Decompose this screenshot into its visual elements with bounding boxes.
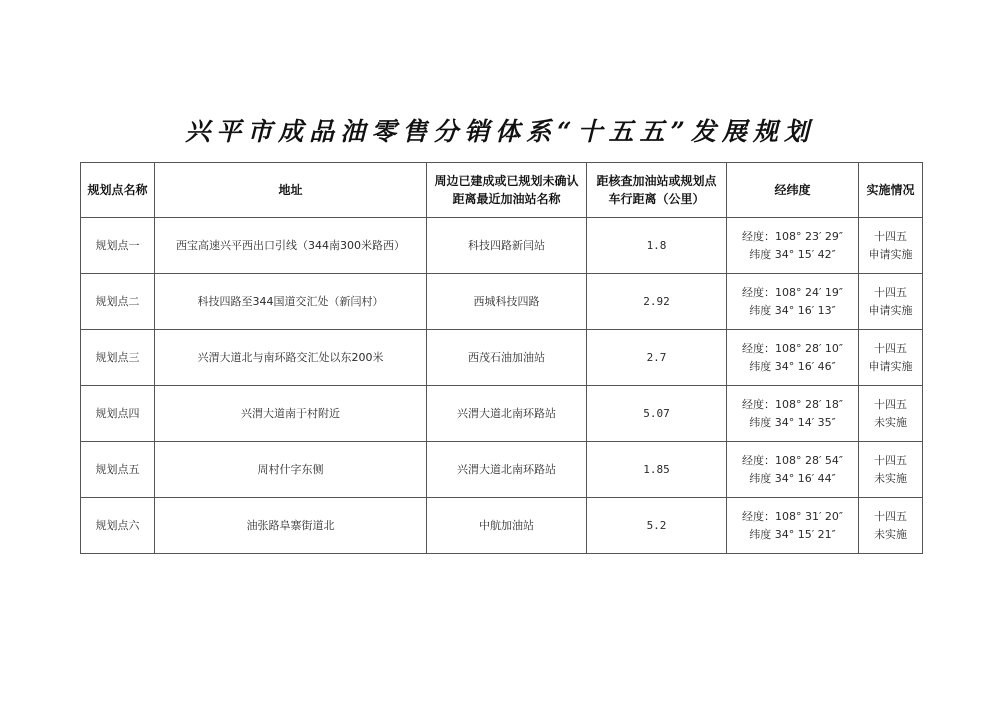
cell-status-state: 申请实施 — [868, 247, 913, 261]
cell-status — [859, 218, 923, 274]
cell-name: 规划点六 — [81, 498, 155, 554]
table-row — [81, 386, 923, 442]
cell-nearest-station: 中航加油站 — [427, 498, 587, 554]
cell-nearest-station: 兴渭大道北南环路站 — [427, 442, 587, 498]
cell-longitude: 经度：108° 24′ 19″ — [741, 285, 844, 299]
header-nearest-line-1: 周边已建成或已规划未确认 — [434, 174, 579, 188]
cell-distance: 2.92 — [587, 274, 727, 330]
cell-coordinates — [727, 442, 859, 498]
cell-status-plan: 十四五 — [874, 341, 907, 355]
cell-coordinates — [727, 386, 859, 442]
cell-latitude: 纬度 34° 16′ 46″ — [749, 359, 836, 373]
cell-latitude: 纬度 34° 16′ 44″ — [749, 471, 836, 485]
table-row — [81, 218, 923, 274]
cell-distance: 5.2 — [587, 498, 727, 554]
header-name: 规划点名称 — [81, 163, 155, 218]
cell-address: 周村什字东侧 — [155, 442, 427, 498]
header-distance-line-2: 车行距离（公里） — [608, 192, 705, 206]
cell-distance: 2.7 — [587, 330, 727, 386]
cell-status-state: 未实施 — [874, 415, 907, 429]
cell-status-plan: 十四五 — [874, 229, 907, 243]
cell-status — [859, 386, 923, 442]
cell-status-plan: 十四五 — [874, 285, 907, 299]
cell-longitude: 经度：108° 28′ 10″ — [741, 341, 844, 355]
cell-address: 兴渭大道南于村附近 — [155, 386, 427, 442]
planning-table — [80, 162, 923, 554]
cell-status-state: 未实施 — [874, 471, 907, 485]
cell-status — [859, 498, 923, 554]
table-row — [81, 442, 923, 498]
cell-distance: 1.85 — [587, 442, 727, 498]
cell-latitude: 纬度 34° 15′ 21″ — [749, 527, 836, 541]
cell-status — [859, 442, 923, 498]
cell-longitude: 经度：108° 28′ 18″ — [741, 397, 844, 411]
cell-latitude: 纬度 34° 14′ 35″ — [749, 415, 836, 429]
cell-status-plan: 十四五 — [874, 453, 907, 467]
cell-status-plan: 十四五 — [874, 509, 907, 523]
header-distance — [587, 163, 727, 218]
cell-status-state: 申请实施 — [868, 359, 913, 373]
cell-name: 规划点四 — [81, 386, 155, 442]
cell-status — [859, 274, 923, 330]
header-address: 地址 — [155, 163, 427, 218]
cell-name: 规划点一 — [81, 218, 155, 274]
cell-coordinates — [727, 218, 859, 274]
cell-nearest-station: 兴渭大道北南环路站 — [427, 386, 587, 442]
table-row — [81, 330, 923, 386]
cell-nearest-station: 西茂石油加油站 — [427, 330, 587, 386]
table-header-row — [81, 163, 923, 218]
table-row — [81, 274, 923, 330]
document-title: 兴平市成品油零售分销体系“十五五”发展规划 — [185, 117, 815, 146]
cell-longitude: 经度：108° 23′ 29″ — [741, 229, 844, 243]
cell-distance: 5.07 — [587, 386, 727, 442]
header-status: 实施情况 — [859, 163, 923, 218]
header-distance-line-1: 距核查加油站或规划点 — [596, 174, 717, 188]
header-nearest-line-2: 距离最近加油站名称 — [452, 192, 561, 206]
cell-name: 规划点三 — [81, 330, 155, 386]
cell-coordinates — [727, 498, 859, 554]
cell-longitude: 经度：108° 28′ 54″ — [741, 453, 844, 467]
cell-address: 兴渭大道北与南环路交汇处以东200米 — [155, 330, 427, 386]
cell-status-plan: 十四五 — [874, 397, 907, 411]
header-nearest-station — [427, 163, 587, 218]
cell-address: 油张路阜寨街道北 — [155, 498, 427, 554]
cell-address: 科技四路至344国道交汇处（新闫村） — [155, 274, 427, 330]
cell-name: 规划点五 — [81, 442, 155, 498]
cell-latitude: 纬度 34° 16′ 13″ — [749, 303, 836, 317]
cell-coordinates — [727, 330, 859, 386]
header-coordinates: 经纬度 — [727, 163, 859, 218]
cell-status — [859, 330, 923, 386]
cell-address: 西宝高速兴平西出口引线（344南300米路西） — [155, 218, 427, 274]
cell-status-state: 未实施 — [874, 527, 907, 541]
cell-coordinates — [727, 274, 859, 330]
cell-status-state: 申请实施 — [868, 303, 913, 317]
cell-name: 规划点二 — [81, 274, 155, 330]
cell-nearest-station: 西城科技四路 — [427, 274, 587, 330]
cell-distance: 1.8 — [587, 218, 727, 274]
cell-latitude: 纬度 34° 15′ 42″ — [749, 247, 836, 261]
table-row — [81, 498, 923, 554]
cell-longitude: 经度：108° 31′ 20″ — [741, 509, 844, 523]
cell-nearest-station: 科技四路新闫站 — [427, 218, 587, 274]
